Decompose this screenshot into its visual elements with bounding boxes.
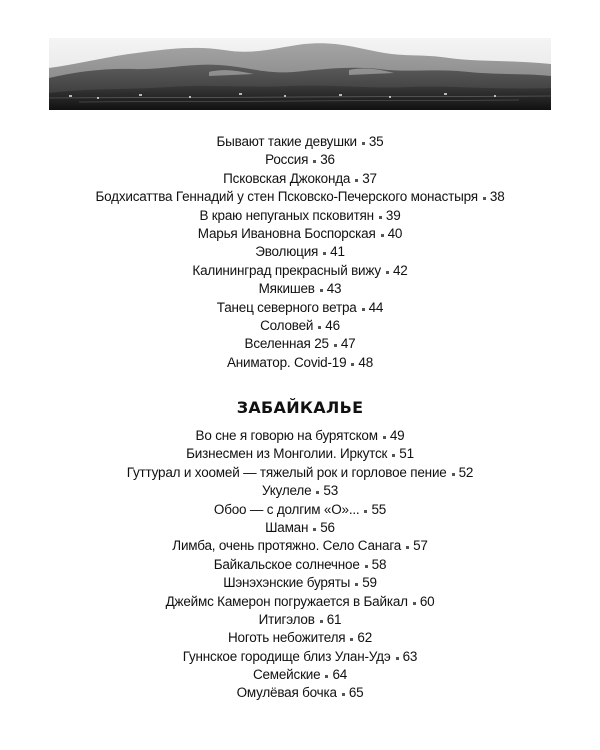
toc-entry[interactable]: [0, 648, 600, 666]
entry-separator: [379, 216, 382, 219]
toc-entry[interactable]: [0, 151, 600, 169]
section-heading: ЗАБАЙКАЛЬЕ: [236, 398, 364, 417]
toc-entry[interactable]: [0, 537, 600, 555]
toc-entry[interactable]: [0, 133, 600, 151]
entry-page: 55: [371, 501, 387, 517]
entry-separator: [316, 491, 319, 494]
entry-title: Байкальское солнечное: [213, 556, 360, 572]
entry-separator: [452, 473, 455, 476]
entry-page: 51: [399, 446, 414, 462]
entry-separator: [362, 142, 365, 145]
entry-title: Марья Ивановна Боспорская: [197, 225, 376, 241]
entry-title: Эволюция: [255, 244, 319, 260]
toc-entry[interactable]: [0, 684, 600, 702]
entry-separator: [396, 657, 399, 660]
entry-page: 42: [392, 262, 408, 278]
entry-page: 44: [368, 299, 384, 315]
entry-title: Ноготь небожителя: [227, 630, 346, 646]
entry-page: 59: [362, 575, 377, 591]
entry-title: Соловей: [260, 317, 314, 333]
entry-title: Мякишев: [258, 281, 315, 297]
entry-title: Танец северного ветра: [216, 299, 357, 315]
entry-separator: [386, 271, 389, 274]
entry-page: 49: [389, 428, 405, 443]
entry-page: 47: [340, 336, 356, 352]
entry-title: Вселенная 25: [244, 336, 329, 352]
entry-title: Аниматор. Covid-19: [226, 354, 347, 370]
entry-title: Бывают такие девушки: [216, 134, 357, 149]
toc-entry[interactable]: [0, 593, 600, 611]
entry-page: 38: [489, 189, 505, 205]
entry-separator: [313, 160, 316, 163]
entry-page: 57: [413, 538, 428, 554]
entry-title: В краю непуганых псковитян: [199, 207, 374, 223]
toc-entry[interactable]: [0, 629, 600, 647]
entry-page: 41: [330, 244, 345, 260]
entry-title: Гуннское городище близ Улан-Удэ: [182, 648, 391, 664]
entry-separator: [313, 528, 316, 531]
entry-separator: [483, 197, 486, 200]
entry-separator: [350, 638, 353, 641]
entry-page: 58: [371, 556, 387, 572]
entry-separator: [325, 675, 328, 678]
toc-entry[interactable]: [0, 556, 600, 574]
toc-entry[interactable]: [0, 243, 600, 261]
entry-title: Омулёвая бочка: [236, 685, 337, 701]
toc-entry[interactable]: [0, 611, 600, 629]
entry-title: Калининград прекрасный вижу: [192, 262, 381, 278]
entry-separator: [364, 510, 367, 513]
entry-page: 62: [357, 630, 373, 646]
entry-separator: [351, 363, 354, 366]
entry-title: Шаман: [265, 519, 309, 535]
entry-page: 48: [358, 354, 374, 370]
entry-title: Псковская Джоконда: [223, 170, 351, 186]
toc-entry[interactable]: [0, 170, 600, 188]
entry-page: 65: [348, 685, 364, 701]
entry-separator: [334, 344, 337, 347]
entry-page: 40: [387, 225, 403, 241]
toc-entry[interactable]: [0, 445, 600, 463]
entry-separator: [355, 179, 358, 182]
entry-separator: [355, 583, 358, 586]
entry-separator: [365, 565, 368, 568]
entry-separator: [323, 252, 326, 255]
entry-title: Семейские: [252, 667, 321, 683]
toc-entry[interactable]: [0, 188, 600, 206]
entry-title: Бодхисаттва Геннадий у стен Псковско-Печерского монастыря: [95, 189, 478, 205]
toc-entry[interactable]: [0, 207, 600, 225]
mountain-landscape-illustration: [49, 38, 551, 110]
entry-page: 37: [362, 170, 377, 186]
entry-title: Укулеле: [261, 483, 312, 499]
toc-part-two: [0, 427, 600, 703]
entry-page: 46: [325, 317, 340, 333]
entry-title: Итигэлов: [258, 611, 315, 627]
toc-entry[interactable]: [0, 427, 600, 445]
toc-entry[interactable]: [0, 299, 600, 317]
toc-entry[interactable]: [0, 262, 600, 280]
entry-title: Джеймс Камерон погружается в Байкал: [165, 593, 408, 609]
entry-title: Гуттурал и хоомей — тяжелый рок и горловое пение: [126, 464, 447, 480]
entry-page: 64: [332, 667, 348, 683]
entry-title: Лимба, очень протяжно. Село Санага: [172, 538, 402, 554]
entry-page: 61: [326, 611, 342, 627]
entry-separator: [392, 454, 395, 457]
entry-separator: [381, 234, 384, 237]
toc-entry[interactable]: [0, 519, 600, 537]
entry-page: 60: [419, 593, 435, 609]
entry-separator: [318, 326, 321, 329]
entry-title: Бизнесмен из Монголии. Иркутск: [186, 446, 388, 462]
entry-page: 56: [320, 519, 335, 535]
toc-part-one: [0, 133, 600, 372]
entry-separator: [320, 620, 323, 623]
entry-separator: [406, 546, 409, 549]
entry-title: Обоо — с долгим «О»...: [213, 501, 360, 517]
entry-separator: [362, 308, 365, 311]
entry-page: 43: [326, 281, 342, 297]
entry-page: 36: [320, 152, 335, 168]
entry-title: Во сне я говорю на бурятском: [195, 428, 378, 443]
toc-entry[interactable]: [0, 317, 600, 335]
entry-page: 53: [323, 483, 339, 499]
entry-separator: [413, 602, 416, 605]
toc-entry[interactable]: [0, 225, 600, 243]
toc-entry[interactable]: [0, 280, 600, 298]
toc-entry[interactable]: [0, 501, 600, 519]
toc-entry[interactable]: [0, 666, 600, 684]
entry-page: 63: [402, 648, 418, 664]
toc-entry[interactable]: [0, 354, 600, 372]
toc-entry[interactable]: [0, 464, 600, 482]
toc-entry[interactable]: [0, 335, 600, 353]
entry-page: 35: [368, 134, 384, 149]
entry-page: 39: [385, 207, 401, 223]
toc-entry[interactable]: [0, 482, 600, 500]
mountain-landscape-banner: [49, 38, 551, 110]
toc-entry[interactable]: [0, 574, 600, 592]
entry-separator: [320, 289, 323, 292]
entry-separator: [342, 693, 345, 696]
entry-separator: [383, 436, 386, 439]
entry-title: Шэнэхэнские буряты: [223, 575, 351, 591]
entry-page: 52: [458, 464, 474, 480]
entry-title: Россия: [265, 152, 309, 168]
